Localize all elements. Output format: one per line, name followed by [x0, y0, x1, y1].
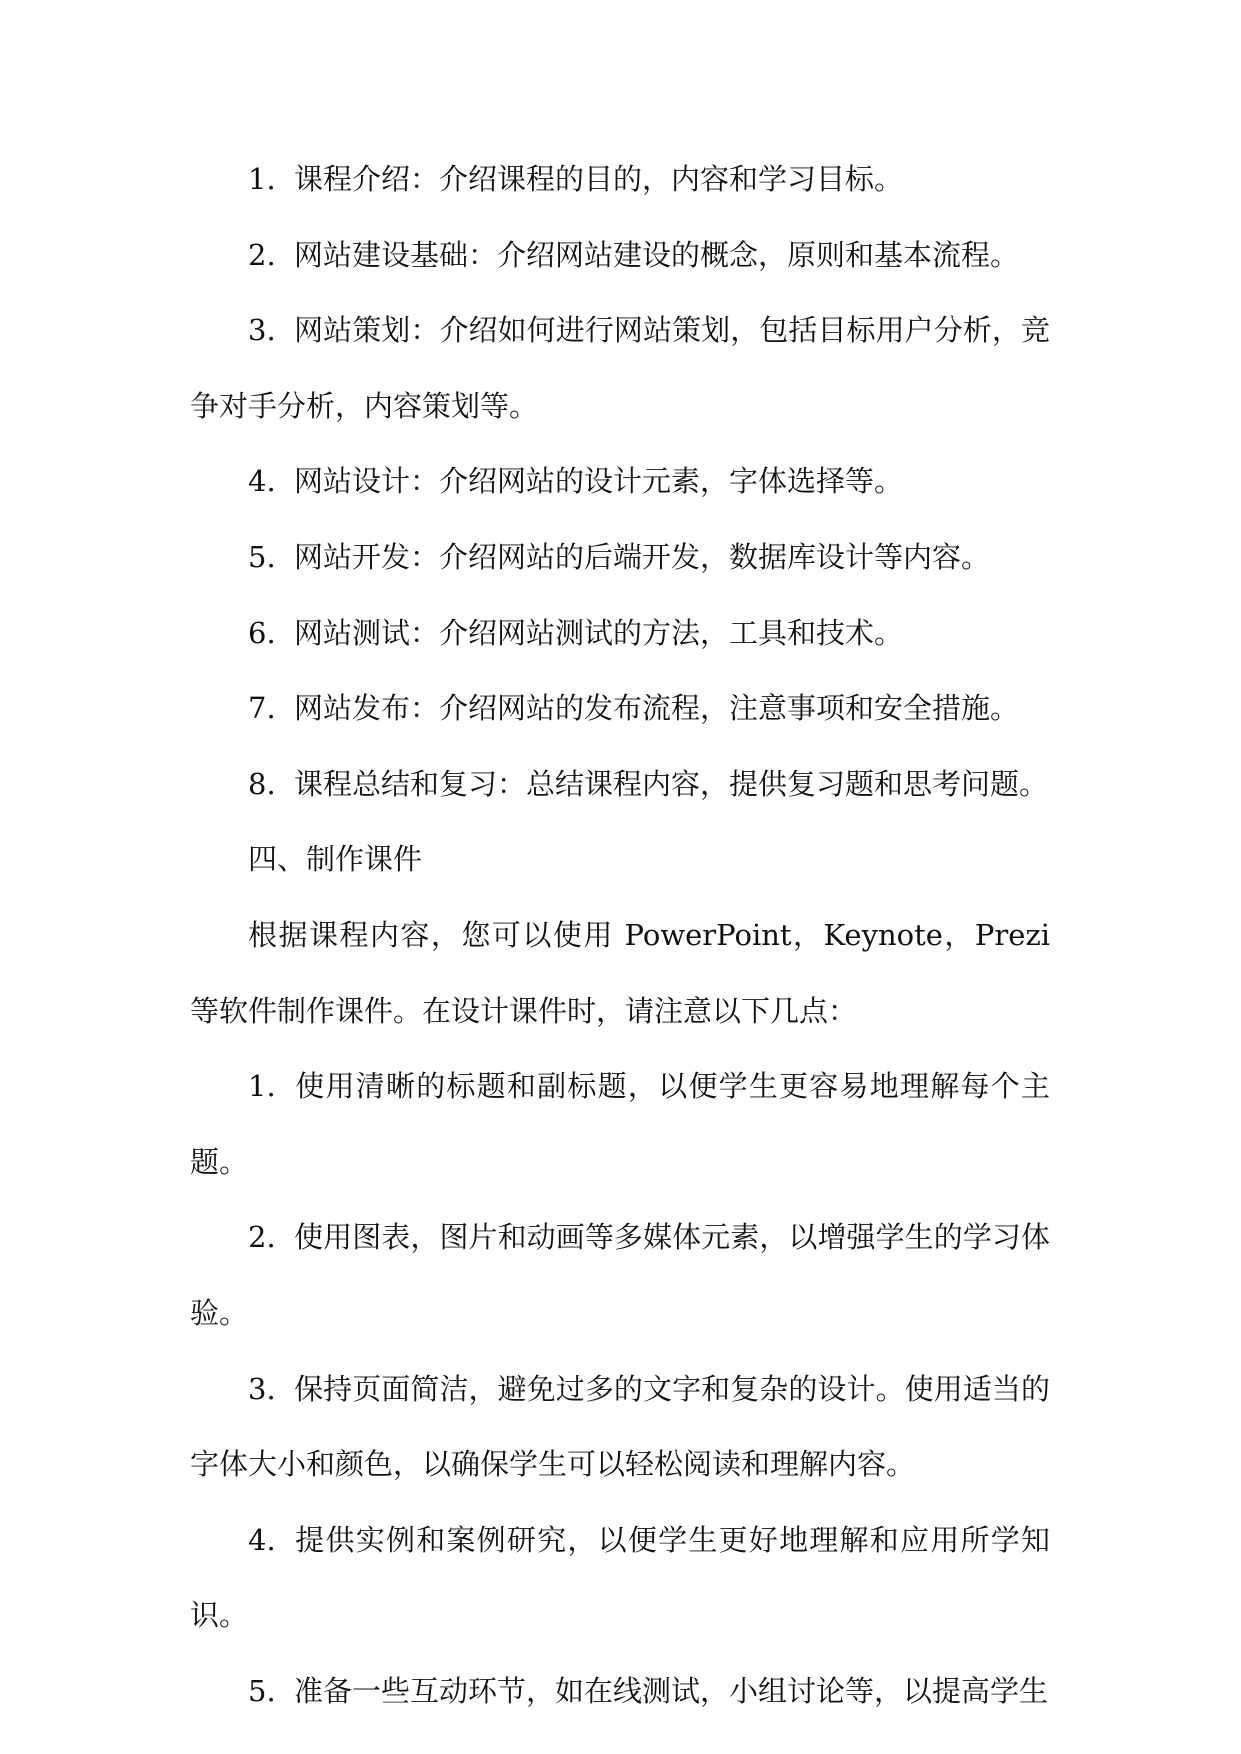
- list-item-number: 4.: [248, 464, 276, 499]
- list-item-text: 使用图表，图片和动画等多媒体元素，以增强学生的学习体验。: [190, 1220, 1050, 1330]
- list-item-text: 课程介绍：介绍课程的目的，内容和学习目标。: [294, 162, 904, 196]
- list-item-text: 网站发布：介绍网站的发布流程，注意事项和安全措施。: [294, 691, 1020, 726]
- list-item-text: 网站开发：介绍网站的后端开发，数据库设计等内容。: [294, 539, 991, 574]
- list-item: [190, 747, 1050, 823]
- list-item-text: 网站设计：介绍网站的设计元素，字体选择等。: [294, 464, 904, 499]
- list-item-text: 使用清晰的标题和副标题，以便学生更容易地理解每个主题。: [190, 1069, 1050, 1179]
- list-item-number: 6.: [248, 615, 276, 650]
- list-item: [190, 520, 1050, 596]
- list-item: [190, 1654, 1050, 1730]
- list-item: [190, 142, 1050, 218]
- section-heading: 四、制作课件: [248, 842, 423, 877]
- list-item-number: 8.: [248, 766, 276, 801]
- list-item-number: 4.: [248, 1522, 276, 1557]
- list-item-number: 2.: [248, 1220, 276, 1255]
- list-item: [190, 1503, 1050, 1654]
- list-item-text: 提供实例和案例研究，以便学生更好地理解和应用所学知识。: [190, 1522, 1050, 1633]
- list-item-number: 5.: [248, 539, 276, 574]
- list-item-number: 7.: [248, 691, 276, 726]
- list-item-text: 网站策划：介绍如何进行网站策划，包括目标用户分析，竞争对手分析，内容策划等。: [190, 313, 1050, 423]
- list-item-number: 3.: [248, 1371, 276, 1406]
- list-item-number: 1.: [248, 1069, 276, 1104]
- list-item: [190, 671, 1050, 747]
- list-item: [190, 1352, 1050, 1503]
- list-item: [190, 444, 1050, 520]
- list-item-text: 网站测试：介绍网站测试的方法，工具和技术。: [294, 615, 904, 650]
- list-item-number: 5.: [248, 1673, 276, 1708]
- list-item-number: 1.: [248, 162, 276, 196]
- list-item: [190, 1049, 1050, 1200]
- list-item-number: 2.: [248, 237, 276, 272]
- document-body: [190, 142, 1050, 1729]
- list-item: [190, 596, 1050, 672]
- list-item-text: 网站建设基础：介绍网站建设的概念，原则和基本流程。: [294, 237, 1020, 272]
- list-item-text: 课程总结和复习：总结课程内容，提供复习题和思考问题。: [294, 766, 1049, 801]
- list-item: [190, 1200, 1050, 1351]
- list-item-number: 3.: [248, 313, 276, 348]
- section-intro: 根据课程内容，您可以使用 PowerPoint，Keynote，Prezi 等软件制作课件。在设计课件时，请注意以下几点：: [190, 917, 1050, 1028]
- list-item: [190, 293, 1050, 444]
- list-item-text: 准备一些互动环节，如在线测试，小组讨论等，以提高学生: [294, 1673, 1049, 1708]
- list-item-text: 保持页面简洁，避免过多的文字和复杂的设计。使用适当的字体大小和颜色，以确保学生可以轻松阅读和理解内容。: [190, 1371, 1050, 1482]
- list-item: [190, 218, 1050, 294]
